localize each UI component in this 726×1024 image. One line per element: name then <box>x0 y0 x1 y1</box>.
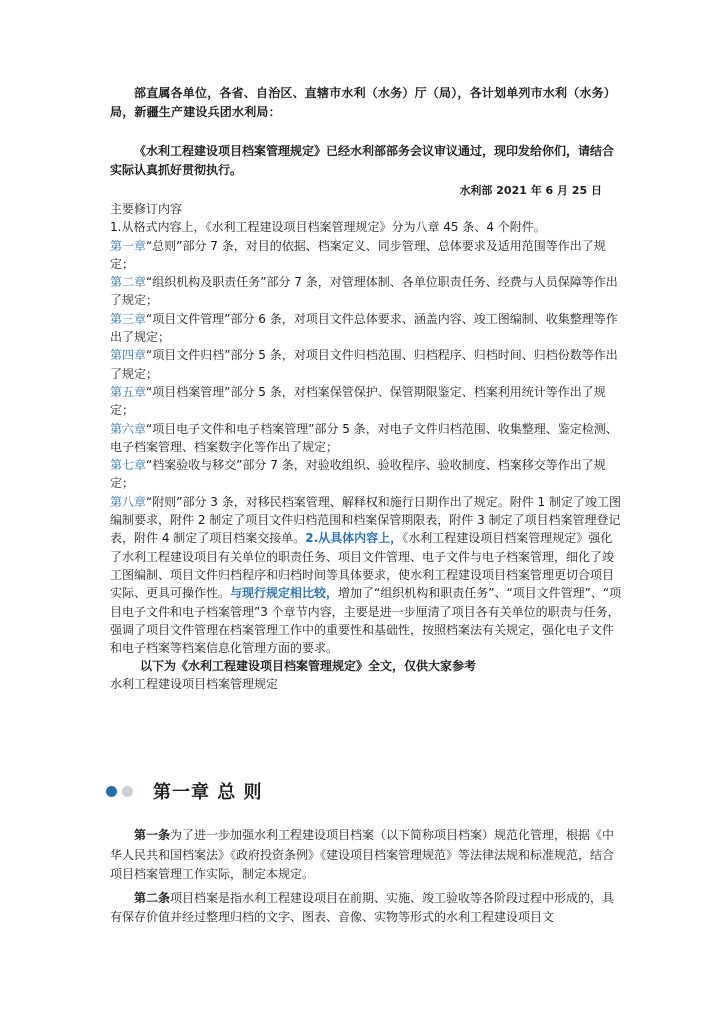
format-intro: 1.从格式内容上，《水利工程建设项目档案管理规定》分为八章 45 条、4 个附件。 <box>110 220 546 235</box>
chapter-description: “组织机构及职责任务”部分 7 条，对管理体制、各单位职责任务、经费与人员保障等作出了规定； <box>110 275 618 308</box>
chapter-summary <box>110 346 622 383</box>
article-text: 为了进一步加强水利工程建设项目档案（以下简称项目档案）规范化管理，根据《中华人民共和国档案法》《政府投资条例》《建设项目档案管理规范》等法律法规和标准规范，结合项目档案管理工作实际，制定本规定。 <box>110 828 615 881</box>
comparison-label: 与现行规定相比较， <box>230 586 339 601</box>
chapter-summary <box>110 273 622 310</box>
gray-bullet-icon <box>122 786 133 797</box>
document-body <box>110 84 622 693</box>
chapter-label: 第五章 <box>110 384 147 399</box>
chapter-summary <box>110 310 622 347</box>
chapter-description: “总则”部分 7 条，对目的依据、档案定义、同步管理、总体要求及适用范围等作出了规定； <box>110 238 606 271</box>
chapter-one-articles <box>110 826 622 928</box>
chapter-summary <box>110 456 622 493</box>
chapter-summary <box>110 237 622 274</box>
signature-date: 水利部 2021 年 6 月 25 日 <box>459 184 602 197</box>
blue-bullet-icon <box>106 786 117 797</box>
article-label: 第一条 <box>134 828 171 842</box>
chapter-label: 第七章 <box>110 458 147 473</box>
chapter-eight-summary <box>110 493 622 658</box>
article-label: 第二条 <box>134 890 171 905</box>
chapter-title: 第一章 总 则 <box>153 782 263 803</box>
chapter-label: 第三章 <box>110 311 147 326</box>
chapter-description: “项目档案管理”部分 5 条，对档案保管保护、保管期限鉴定、档案利用统计等作出了规定； <box>110 384 606 418</box>
summary-heading: 主要修订内容 <box>110 202 183 216</box>
article-paragraph <box>110 889 622 928</box>
revision-summary <box>110 200 622 657</box>
chapter-description: “项目文件归档”部分 5 条，对项目文件归档范围、归档程序、归档时间、归档份数等作出了规定； <box>110 348 618 381</box>
chapter-label: 第六章 <box>110 421 147 436</box>
chapter-label: 第八章 <box>110 494 147 509</box>
addressee-line: 部直属各单位，各省、自治区、直辖市水利（水务）厅（局），各计划单列市水利（水务）局，新疆生产建设兵团水利局： <box>110 86 617 119</box>
point-two-label: 2.从具体内容上， <box>305 531 403 546</box>
chapter-label: 第一章 <box>110 238 147 253</box>
article-text: 项目档案是指水利工程建设项目在前期、实施、竣工验收等各阶段过程中形成的，具有保存价值并经过整理归档的文字、图表、音像、实物等形式的水利工程建设项目文 <box>110 890 615 924</box>
chapter-summary <box>110 383 622 420</box>
chapter-description: “项目电子文件和电子档案管理”部分 5 条，对电子文件归档范围、收集整理、鉴定检测、电子档案管理、档案数字化等作出了规定； <box>110 421 618 454</box>
chapter-description: “档案验收与移交”部分 7 条，对验收组织、验收程序、验收制度、档案移交等作出了规定； <box>110 458 606 491</box>
document-title: 水利工程建设项目档案管理规定 <box>110 677 279 692</box>
chapter-summary <box>110 420 622 457</box>
chapter-heading <box>106 776 263 806</box>
notice-paragraph: 《水利工程建设项目档案管理规定》已经水利部部务会议审议通过，现印发给你们，请结合实际认真抓好贯彻执行。 <box>110 144 615 177</box>
chapter-description: “项目文件管理”部分 6 条，对项目文件总体要求、涵盖内容、竣工图编制、收集整理等作出了规定； <box>110 311 618 345</box>
chapter-description: “附则”部分 3 条，对移民档案管理、解释权和施行日期作出了规定。附件 1 制定了竣工图编制要求，附件 2 制定了项目文件归档范围和档案保管期限表，附件 3 制定了项目档案管理登记表，附件 4 制定了项目档案交接单。 <box>110 494 621 546</box>
point-two-text: 《水利工程建设项目档案管理规定》强化了水利工程建设项目有关单位的职责任务、项目文件管理、电子文件与电子档案管理，细化了竣工图编制、项目文件归档程序和归档时间等具体要求，使水利工程建设项目档案管理更切合项目实际、更具可操作性。 <box>110 531 615 601</box>
fulltext-intro: 以下为《水利工程建设项目档案管理规定》全文，仅供大家参考 <box>140 659 477 674</box>
chapter-label: 第二章 <box>110 275 147 290</box>
article-paragraph <box>110 826 622 885</box>
comparison-text: 增加了“组织机构和职责任务”、“项目文件管理”、“项目电子文件和电子档案管理”3 个章节内容，主要是进一步厘清了项目各有关单位的职责与任务，强调了项目文件管理在档案管理工作中的重要性和基础性，按照档案法有关规定，强化电子文件和电子档案等档案信息化管理方面的要求。 <box>110 586 622 656</box>
chapter-label: 第四章 <box>110 348 147 363</box>
